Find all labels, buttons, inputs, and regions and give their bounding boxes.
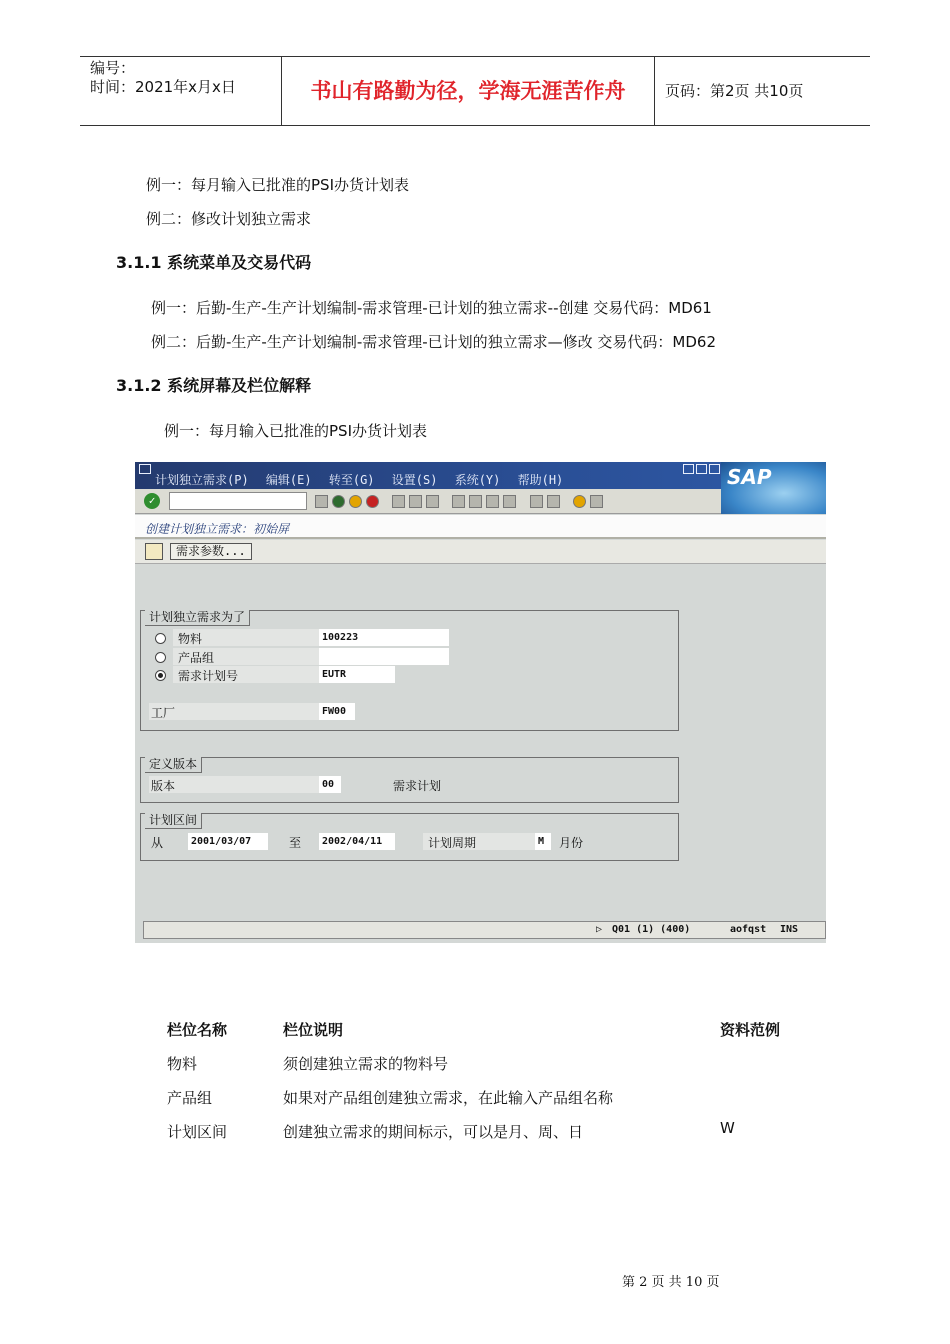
to-date-input[interactable]: 2002/04/11 <box>319 833 395 850</box>
version-label: 版本 <box>151 779 176 793</box>
heading-311: 3.1.1 系统菜单及交易代码 <box>116 253 312 272</box>
menu-item-system[interactable]: 系统(Y) <box>454 473 501 487</box>
status-system: Q01 (1) (400) <box>612 924 691 935</box>
intro-example1: 例一：每月输入已批准的PSI办货计划表 <box>146 176 409 194</box>
last-page-icon[interactable] <box>503 495 516 508</box>
menu-item-help[interactable]: 帮助(H) <box>517 473 564 487</box>
maximize-icon[interactable] <box>696 464 707 474</box>
row-name: 产品组 <box>167 1089 213 1107</box>
sap-screenshot <box>135 462 826 943</box>
command-field[interactable] <box>169 492 307 510</box>
minimize-icon[interactable] <box>683 464 694 474</box>
intro-example2: 例二：修改计划独立需求 <box>146 210 312 228</box>
material-label: 物料 <box>178 632 203 646</box>
radio-product-group[interactable] <box>155 652 166 663</box>
status-arrow-icon[interactable]: ▷ <box>596 924 603 935</box>
cancel-icon[interactable] <box>366 495 379 508</box>
find-next-icon[interactable] <box>426 495 439 508</box>
copy-icon[interactable] <box>145 543 163 560</box>
back-icon[interactable] <box>332 495 345 508</box>
plant-label: 工厂 <box>151 706 176 720</box>
page-footer: 第 2 页 共 10 页 <box>622 1275 720 1290</box>
menu-item-planned-demand[interactable]: 计划独立需求(P) <box>155 473 249 487</box>
group-title: 计划独立需求为了 <box>145 610 250 626</box>
group-version <box>140 757 679 803</box>
plan-number-label: 需求计划号 <box>178 669 239 683</box>
radio-material[interactable] <box>155 633 166 644</box>
motto: 书山有路勤为径，学海无涯苦作舟 <box>281 57 655 125</box>
number-label: 编号： <box>90 59 136 77</box>
app-toolbar <box>135 540 826 564</box>
shortcut-icon[interactable] <box>547 495 560 508</box>
time-label: 时间：2021年x月x日 <box>90 78 236 96</box>
screen-example: 例一：每月输入已批准的PSI办货计划表 <box>164 422 427 440</box>
close-icon[interactable] <box>709 464 720 474</box>
period-label: 计划周期 <box>428 836 477 850</box>
material-input[interactable]: 100223 <box>319 629 449 646</box>
version-desc: 需求计划 <box>393 779 442 793</box>
screen-titlebar <box>135 515 826 539</box>
menu-path-2: 例二：后勤-生产-生产计划编制-需求管理-已计划的独立需求—修改 交易代码：MD62 <box>151 333 717 351</box>
layout-icon[interactable] <box>590 495 603 508</box>
help-icon[interactable] <box>573 495 586 508</box>
heading-312: 3.1.2 系统屏幕及栏位解释 <box>116 376 312 395</box>
row-name: 物料 <box>167 1055 198 1073</box>
enter-icon[interactable]: ✓ <box>144 493 160 509</box>
new-session-icon[interactable] <box>530 495 543 508</box>
row-example: W <box>720 1119 735 1137</box>
to-label: 至 <box>289 836 302 850</box>
sap-toolbar <box>135 489 721 514</box>
menu-path-1: 例一：后勤-生产-生产计划编制-需求管理-已计划的独立需求--创建 交易代码：MD61 <box>151 299 712 317</box>
menu-item-goto[interactable]: 转至(G) <box>328 473 375 487</box>
page-header <box>80 56 870 126</box>
col-header-name: 栏位名称 <box>167 1021 228 1039</box>
row-desc: 如果对产品组创建独立需求，在此输入产品组名称 <box>283 1089 614 1107</box>
first-page-icon[interactable] <box>452 495 465 508</box>
screen-title: 创建计划独立需求：初始屏 <box>145 522 290 536</box>
col-header-example: 资料范例 <box>720 1021 781 1039</box>
radio-plan-number[interactable] <box>155 670 166 681</box>
group-title: 定义版本 <box>145 757 202 773</box>
sap-logo: SAP <box>721 462 826 514</box>
group-plan-period <box>140 813 679 861</box>
version-input[interactable]: 00 <box>319 776 341 793</box>
group-title: 计划区间 <box>145 813 202 829</box>
menu-item-edit[interactable]: 编辑(E) <box>265 473 312 487</box>
exit-icon[interactable] <box>349 495 362 508</box>
print-icon[interactable] <box>392 495 405 508</box>
header-meta <box>80 57 281 125</box>
demand-params-button[interactable]: 需求参数... <box>170 543 252 560</box>
from-label: 从 <box>151 836 164 850</box>
from-date-input[interactable]: 2001/03/07 <box>188 833 268 850</box>
col-header-desc: 栏位说明 <box>283 1021 344 1039</box>
find-icon[interactable] <box>409 495 422 508</box>
status-server: aofqst <box>730 924 767 935</box>
row-desc: 创建独立需求的期间标示，可以是月、周、日 <box>283 1123 584 1141</box>
row-desc: 须创建独立需求的物料号 <box>283 1055 449 1073</box>
row-name: 计划区间 <box>167 1123 228 1141</box>
window-buttons <box>683 464 722 477</box>
menu-icon[interactable] <box>139 464 151 474</box>
page-info: 页码：第2页 共10页 <box>665 82 804 100</box>
plant-input[interactable]: FW00 <box>319 703 355 720</box>
product-group-label: 产品组 <box>178 651 215 665</box>
sap-menu <box>155 471 573 488</box>
group-planned-demand <box>140 610 679 731</box>
next-page-icon[interactable] <box>486 495 499 508</box>
period-desc: 月份 <box>559 836 584 850</box>
status-bar <box>143 921 826 939</box>
save-icon[interactable] <box>315 495 328 508</box>
plan-number-input[interactable]: EUTR <box>319 666 395 683</box>
period-input[interactable]: M <box>535 833 551 850</box>
toolbar-icons <box>315 494 607 508</box>
status-mode: INS <box>780 924 799 935</box>
prev-page-icon[interactable] <box>469 495 482 508</box>
product-group-input[interactable] <box>319 648 449 665</box>
menu-item-settings[interactable]: 设置(S) <box>391 473 438 487</box>
